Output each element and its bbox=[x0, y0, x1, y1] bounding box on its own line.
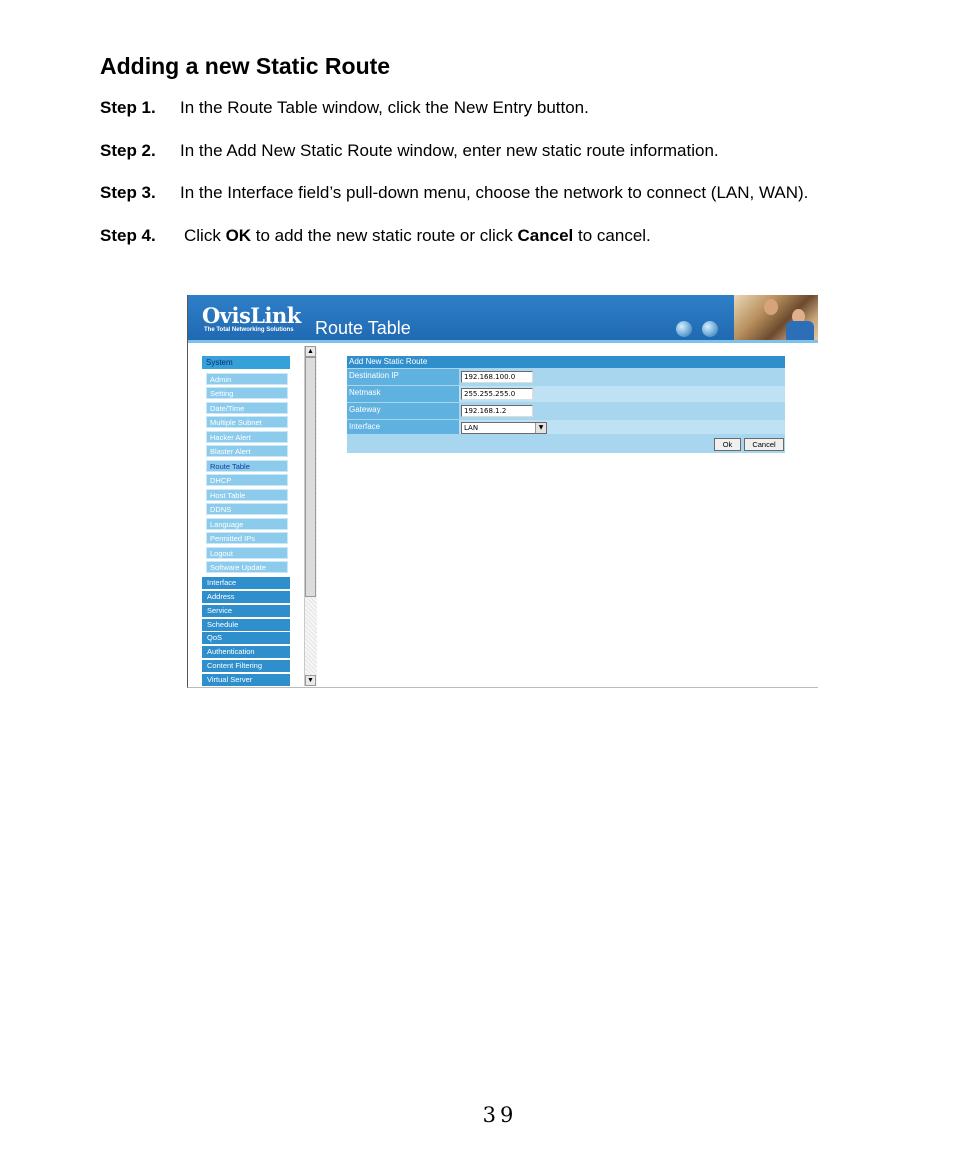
sidebar-item-admin[interactable]: Admin bbox=[206, 373, 288, 385]
sidebar-item-setting[interactable]: Setting bbox=[206, 387, 288, 399]
sidebar-item-qos[interactable]: QoS bbox=[202, 632, 290, 644]
ok-button[interactable]: Ok bbox=[714, 438, 741, 451]
person-face-icon bbox=[764, 299, 778, 315]
step-text: In the Interface field’s pull-down menu, choose the network to connect (LAN, WAN). bbox=[180, 183, 809, 202]
globe-icon bbox=[676, 321, 692, 337]
form-title: Add New Static Route bbox=[347, 356, 785, 368]
sidebar-item-service[interactable]: Service bbox=[202, 605, 290, 617]
interface-label: Interface bbox=[347, 420, 459, 436]
cancel-word: Cancel bbox=[517, 226, 574, 245]
sidebar-item-hacker-alert[interactable]: Hacker Alert bbox=[206, 431, 288, 443]
step-text-mid: to add the new static route or click bbox=[251, 226, 518, 245]
sidebar-item-content-filtering[interactable]: Content Filtering bbox=[202, 660, 290, 672]
destination-ip-cell bbox=[459, 369, 785, 385]
ovislink-logo: OvisLink bbox=[202, 303, 301, 328]
sidebar-item-authentication[interactable]: Authentication bbox=[202, 646, 290, 658]
ok-word: OK bbox=[225, 226, 252, 245]
step-text-pre: Click bbox=[184, 226, 226, 245]
sidebar bbox=[188, 345, 318, 687]
sidebar-item-dhcp[interactable]: DHCP bbox=[206, 474, 288, 486]
netmask-input[interactable]: 255.255.255.0 bbox=[461, 388, 533, 400]
step-number: Step 3. bbox=[100, 183, 156, 202]
netmask-cell bbox=[459, 386, 785, 402]
sidebar-item-address[interactable]: Address bbox=[202, 591, 290, 603]
interface-selected-value: LAN bbox=[464, 424, 479, 432]
sidebar-item-permitted-ips[interactable]: Permitted IPs bbox=[206, 532, 288, 544]
scroll-down-icon[interactable]: ▼ bbox=[305, 675, 316, 686]
sidebar-item-software-update[interactable]: Software Update bbox=[206, 561, 288, 573]
banner bbox=[188, 295, 818, 343]
sidebar-item-system[interactable]: System bbox=[202, 356, 290, 369]
step-3 bbox=[100, 183, 808, 203]
step-1 bbox=[100, 98, 589, 118]
netmask-label: Netmask bbox=[347, 386, 459, 402]
step-number: Step 4. bbox=[100, 226, 156, 245]
cancel-button[interactable]: Cancel bbox=[744, 438, 784, 451]
sidebar-item-virtual-server[interactable]: Virtual Server bbox=[202, 674, 290, 686]
sidebar-item-ddns[interactable]: DDNS bbox=[206, 503, 288, 515]
logo-tagline: The Total Networking Solutions bbox=[204, 327, 294, 333]
form-button-row bbox=[347, 434, 785, 453]
step-text: In the Route Table window, click the New Entry button. bbox=[180, 98, 589, 117]
gateway-label: Gateway bbox=[347, 403, 459, 419]
netmask-row bbox=[347, 386, 785, 402]
route-table-screenshot bbox=[187, 295, 818, 688]
gateway-cell bbox=[459, 403, 785, 419]
interface-select[interactable] bbox=[461, 422, 547, 434]
page-title: Route Table bbox=[315, 318, 411, 338]
sidebar-item-schedule[interactable]: Schedule bbox=[202, 619, 290, 631]
step-text: In the Add New Static Route window, enter new static route information. bbox=[180, 141, 719, 160]
sidebar-item-logout[interactable]: Logout bbox=[206, 547, 288, 559]
chevron-down-icon[interactable]: ▼ bbox=[535, 423, 546, 433]
sidebar-item-multiple-subnet[interactable]: Multiple Subnet bbox=[206, 416, 288, 428]
sidebar-item-host-table[interactable]: Host Table bbox=[206, 489, 288, 501]
destination-ip-input[interactable]: 192.168.100.0 bbox=[461, 371, 533, 383]
page-number: 39 bbox=[482, 1103, 518, 1127]
scrollbar-thumb[interactable] bbox=[305, 357, 316, 597]
add-static-route-form bbox=[347, 356, 785, 453]
sidebar-item-interface[interactable]: Interface bbox=[202, 577, 290, 589]
step-number: Step 1. bbox=[100, 98, 156, 117]
sidebar-item-date-time[interactable]: Date/Time bbox=[206, 402, 288, 414]
step-4 bbox=[100, 226, 651, 246]
section-heading: Adding a new Static Route bbox=[100, 53, 391, 79]
person-shirt-icon bbox=[786, 321, 814, 341]
banner-stripe bbox=[188, 340, 818, 343]
gateway-row bbox=[347, 403, 785, 419]
step-2 bbox=[100, 141, 719, 161]
globe-icon bbox=[702, 321, 718, 337]
destination-ip-row bbox=[347, 369, 785, 385]
sidebar-item-language[interactable]: Language bbox=[206, 518, 288, 530]
sidebar-item-route-table[interactable]: Route Table bbox=[206, 460, 288, 472]
sidebar-scrollbar[interactable] bbox=[304, 346, 317, 686]
step-text-post: to cancel. bbox=[573, 226, 651, 245]
sidebar-item-blaster-alert[interactable]: Blaster Alert bbox=[206, 445, 288, 457]
scroll-up-icon[interactable]: ▲ bbox=[305, 346, 316, 357]
gateway-input[interactable]: 192.168.1.2 bbox=[461, 405, 533, 417]
banner-photo bbox=[734, 295, 818, 341]
destination-ip-label: Destination IP bbox=[347, 369, 459, 385]
step-number: Step 2. bbox=[100, 141, 156, 160]
